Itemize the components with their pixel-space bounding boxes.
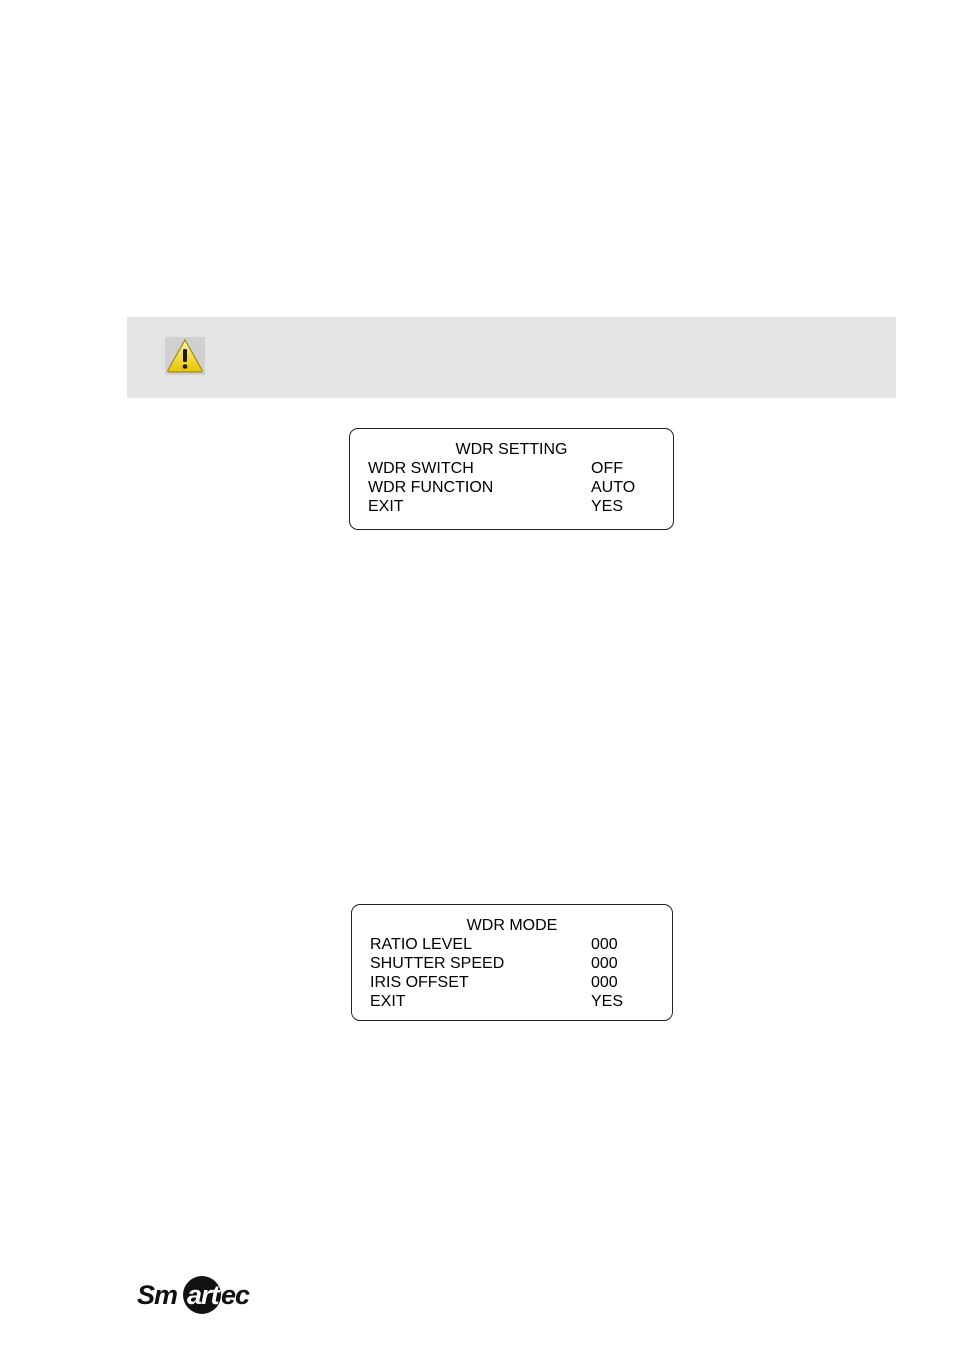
warning-triangle-icon (165, 337, 205, 375)
menu-row-label: IRIS OFFSET (370, 974, 469, 991)
menu-row-label: WDR SWITCH (368, 460, 474, 477)
svg-text:art: art (187, 1280, 219, 1310)
warning-note-band (127, 317, 896, 398)
menu-row-value: YES (591, 993, 624, 1010)
menu-row-value: 000 (591, 955, 618, 972)
menu-row-label: SHUTTER SPEED (370, 955, 505, 972)
wdr-mode-menu (351, 904, 673, 1021)
menu-row-value: 000 (591, 974, 618, 991)
menu-row-label: EXIT (370, 993, 406, 1010)
menu-row-label: EXIT (368, 498, 404, 515)
menu-row-label: RATIO LEVEL (370, 936, 472, 953)
menu-title: WDR MODE (466, 917, 558, 934)
menu-title: WDR SETTING (455, 441, 568, 458)
smartec-logo (135, 1272, 259, 1318)
wdr-setting-menu (349, 428, 674, 530)
menu-row-value: AUTO (591, 479, 636, 496)
menu-row-wdr-function (368, 478, 663, 497)
menu-row-shutter-speed (370, 954, 662, 973)
menu-row-iris-offset (370, 973, 662, 992)
menu-row-value: OFF (591, 460, 623, 477)
menu-row-wdr-switch (368, 459, 663, 478)
menu-row-exit (370, 992, 662, 1011)
svg-text:Sm: Sm (137, 1280, 178, 1310)
menu-row-exit (368, 497, 663, 516)
svg-text:ec: ec (221, 1280, 250, 1310)
menu-row-ratio-level (370, 935, 662, 954)
menu-row-label: WDR FUNCTION (368, 479, 494, 496)
menu-row-value: 000 (591, 936, 618, 953)
menu-row-value: YES (591, 498, 624, 515)
